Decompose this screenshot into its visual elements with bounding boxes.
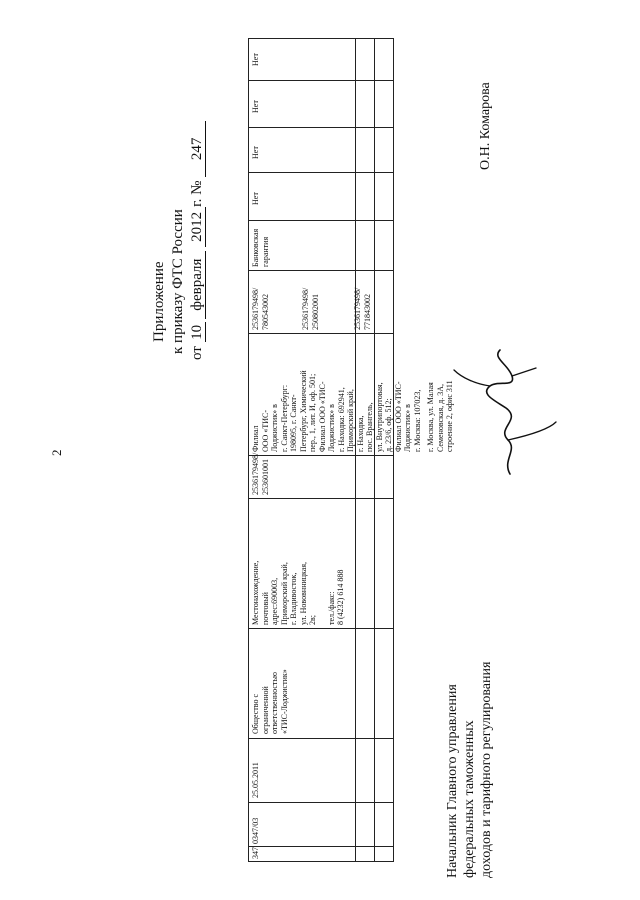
cell-mark-2: Нет xyxy=(251,146,260,159)
cell-branch-inn-2: 2536179498/ 250802001 xyxy=(301,287,320,330)
col-divider xyxy=(249,802,393,803)
appendix-title: Приложение xyxy=(151,261,167,342)
cell-inn-kpp: 2536179498/ 253601001 xyxy=(251,452,270,495)
cell-branch-inn-1: 2536179498/ 780543002 xyxy=(251,287,270,330)
cell-location: Местонахождение, почтовый адрес:690003, Приморский край, г. Владивосток, ул. Нововнницкая, 2в; тел./факс: 8 (4232) 614 888 xyxy=(251,560,345,625)
from-label: от xyxy=(189,346,205,360)
col-divider xyxy=(249,127,393,128)
col-divider xyxy=(249,455,393,456)
col-divider xyxy=(249,172,393,173)
official-name: О.Н. Комарова xyxy=(478,82,493,170)
cell-branches: Филиал ООО «ТИС- Лоджистик» в г. Санкт-Петербург: 198095, г. Санкт- Петербург, Химический пер., 1, лит. И, оф. 501; Филиал ООО «ТИС- Лоджистик» в г. Находка: 692941, Приморский край, г. Находка, пос. Врангель, ул. Внутрипортовая, д. 23/6, оф. 512; Филиал ООО «ТИС- Лоджистик» в г. Москва: 107023, г. Москва, ул. Малая Семеновская, д. 3А, строение 2, офис 311 xyxy=(251,370,454,452)
page-number: 2 xyxy=(49,449,64,456)
col-divider xyxy=(249,738,393,739)
col-divider xyxy=(249,333,393,334)
cell-mark-3: Нет xyxy=(251,100,260,113)
order-date-line xyxy=(188,80,207,360)
year-suffix: г. xyxy=(189,198,205,207)
official-title: Начальник Главного управления федеральных таможенных доходов и тарифного регулирования xyxy=(445,661,494,878)
cell-reg-number: 0347/03 xyxy=(251,817,260,844)
order-reference: к приказу ФТС России xyxy=(170,209,186,354)
appendix-header xyxy=(150,80,207,360)
cell-mark-4: Нет xyxy=(251,53,260,66)
order-month: февраля xyxy=(189,251,206,319)
cell-date: 25.05.2011 xyxy=(251,762,260,798)
col-divider xyxy=(249,270,393,271)
col-divider xyxy=(249,498,393,499)
cell-index: 347 xyxy=(251,847,260,859)
signature-image xyxy=(440,340,570,480)
number-label: № xyxy=(189,180,205,195)
col-divider xyxy=(249,846,393,847)
col-divider xyxy=(249,220,393,221)
registry-table xyxy=(248,38,454,862)
order-number: 247 xyxy=(189,121,206,177)
order-year: 2012 xyxy=(189,207,206,247)
col-divider xyxy=(249,80,393,81)
order-day: 10 xyxy=(189,322,206,342)
cell-branch-inn-3: 2536179498/ 771843002 xyxy=(353,287,372,330)
col-divider xyxy=(249,628,393,629)
cell-organization: Общество с ограниченной ответственностью «ТИС-Лоджистик» xyxy=(251,669,289,734)
cell-guarantee: Банковская гарантия xyxy=(251,228,270,267)
cell-mark-1: Нет xyxy=(251,192,260,205)
